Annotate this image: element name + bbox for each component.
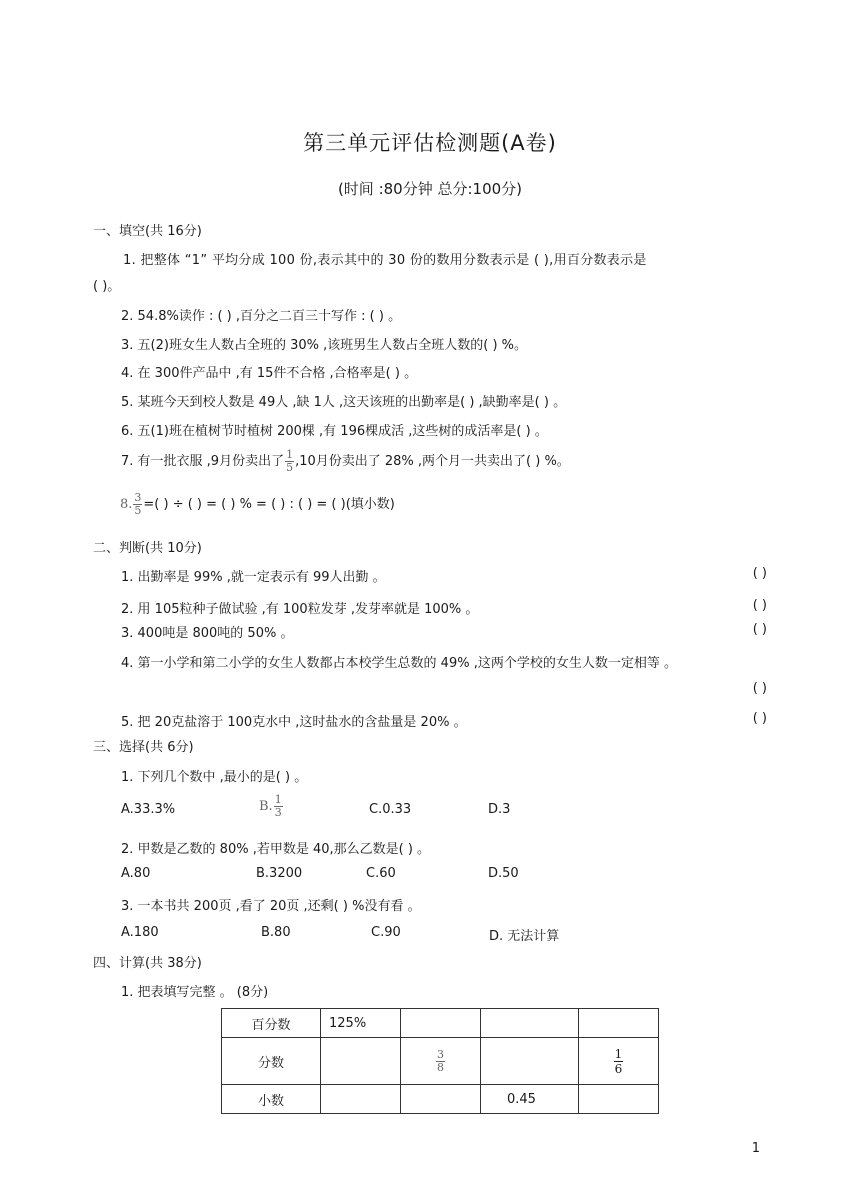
judge-item-1: 1. 出勤率是 99% ,就一定表示有 99人出勤 。 (121, 570, 386, 585)
choice-3-option-a: A.180 (121, 925, 159, 940)
fraction-denominator: 5 (286, 461, 294, 474)
cell-decimal-1[interactable] (321, 1085, 401, 1114)
cell-fraction-2 (401, 1038, 481, 1085)
question-7 (121, 449, 570, 474)
cell-fraction-4 (579, 1038, 659, 1085)
page-subtitle: (时间 :80分钟 总分:100分) (337, 180, 523, 198)
choice-2-option-d: D.50 (488, 866, 519, 881)
section-heading-multiple-choice: 三、选择(共 6分) (93, 740, 194, 755)
cell-percent-4[interactable] (579, 1009, 659, 1038)
judge-answer-box-2: ( ) (752, 598, 767, 613)
row-header-percent: 百分数 (222, 1009, 321, 1038)
choice-1-option-a: A.33.3% (121, 802, 176, 817)
fraction-numerator: 1 (614, 1046, 623, 1061)
fraction-one-fifth (285, 449, 294, 474)
fraction-numerator: 1 (286, 448, 294, 461)
section-heading-true-false: 二、判断(共 10分) (93, 541, 202, 556)
judge-answer-box-4: ( ) (752, 681, 767, 696)
fraction-one-third (274, 794, 283, 819)
judge-answer-box-5: ( ) (752, 711, 767, 726)
fraction-numerator: 1 (274, 793, 282, 806)
section-heading-fill-blank: 一、填空(共 16分) (93, 224, 202, 239)
judge-item-2: 2. 用 105粒种子做试验 ,有 100粒发芽 ,发芽率就是 100% 。 (121, 602, 479, 617)
cell-percent-2[interactable] (401, 1009, 481, 1038)
cell-fraction-3[interactable] (481, 1038, 579, 1085)
choice-1-option-d: D.3 (488, 802, 511, 817)
question-7-prefix: 7. 有一批衣服 ,9月份卖出了 (121, 454, 285, 469)
choice-1-option-b (259, 794, 284, 819)
fraction-denominator: 6 (614, 1061, 623, 1076)
table-row-fraction (222, 1038, 659, 1085)
question-6: 6. 五(1)班在植树节时植树 200棵 ,有 196棵成活 ,这些树的成活率是( ) 。 (121, 424, 548, 439)
cell-decimal-4[interactable] (579, 1085, 659, 1114)
calc-question-1: 1. 把表填写完整 。 (8分) (121, 985, 269, 1000)
cell-percent-3[interactable] (481, 1009, 579, 1038)
fraction-three-fifths (133, 492, 142, 517)
row-header-decimal: 小数 (222, 1085, 321, 1114)
cell-fraction-1[interactable] (321, 1038, 401, 1085)
judge-item-4: 4. 第一小学和第二小学的女生人数都占本校学生总数的 49% ,这两个学校的女生人数一定相等 。 (121, 656, 677, 671)
cell-decimal-3: 0.45 (481, 1085, 579, 1114)
conversion-table (221, 1008, 659, 1114)
fraction-denominator: 8 (437, 1060, 444, 1074)
choice-question-1: 1. 下列几个数中 ,最小的是( ) 。 (121, 770, 308, 785)
choice-1-option-c: C.0.33 (369, 802, 412, 817)
fraction-one-sixth (614, 1047, 624, 1076)
judge-answer-box-3: ( ) (752, 622, 767, 637)
choice-3-option-c: C.90 (371, 925, 401, 940)
page-title: 第三单元评估检测题(A卷) (303, 131, 557, 155)
question-8 (120, 492, 395, 517)
choice-2-option-b: B.3200 (256, 866, 303, 881)
choice-question-2: 2. 甲数是乙数的 80% ,若甲数是 40,那么乙数是( ) 。 (121, 842, 431, 857)
fraction-denominator: 5 (134, 504, 142, 517)
question-8-prefix: 8. (120, 497, 133, 512)
question-3: 3. 五(2)班女生人数占全班的 30% ,该班男生人数占全班人数的( ) %。 (121, 338, 528, 353)
judge-item-3: 3. 400吨是 800吨的 50% 。 (121, 626, 294, 641)
fraction-numerator: 3 (134, 491, 142, 504)
table-row-decimal (222, 1085, 659, 1114)
question-1-line1: 1. 把整体 “1” 平均分成 100 份,表示其中的 30 份的数用分数表示是 ( ),用百分数表示是 (123, 253, 647, 268)
question-8-suffix: =( ) ÷ ( ) = ( ) % = ( ) : ( ) = ( )(填小数) (143, 497, 395, 512)
question-5: 5. 某班今天到校人数是 49人 ,缺 1人 ,这天该班的出勤率是( ) ,缺勤率是( ) 。 (121, 395, 567, 410)
cell-percent-1: 125% (321, 1009, 401, 1038)
choice-2-option-a: A.80 (121, 866, 151, 881)
judge-answer-box-1: ( ) (752, 566, 767, 581)
option-b-label: B. (259, 799, 273, 814)
question-2: 2. 54.8%读作 : ( ) ,百分之二百三十写作 : ( ) 。 (121, 309, 402, 324)
page-number: 1 (751, 1141, 760, 1156)
choice-3-option-b: B.80 (261, 925, 291, 940)
fraction-numerator: 3 (437, 1047, 444, 1061)
fraction-denominator: 3 (274, 806, 282, 819)
section-heading-calculation: 四、计算(共 38分) (93, 956, 202, 971)
question-4: 4. 在 300件产品中 ,有 15件不合格 ,合格率是( ) 。 (121, 366, 418, 381)
choice-3-option-d: D. 无法计算 (489, 929, 560, 944)
cell-decimal-2[interactable] (401, 1085, 481, 1114)
table-row-percent (222, 1009, 659, 1038)
question-1-line2: ( )。 (93, 279, 121, 294)
row-header-fraction: 分数 (222, 1038, 321, 1085)
judge-item-5: 5. 把 20克盐溶于 100克水中 ,这时盐水的含盐量是 20% 。 (121, 715, 467, 730)
choice-question-3: 3. 一本书共 200页 ,看了 20页 ,还剩( ) %没有看 。 (121, 899, 421, 914)
question-7-suffix: ,10月份卖出了 28% ,两个月一共卖出了( ) %。 (295, 454, 570, 469)
fraction-three-eighths (436, 1049, 445, 1074)
choice-2-option-c: C.60 (366, 866, 396, 881)
